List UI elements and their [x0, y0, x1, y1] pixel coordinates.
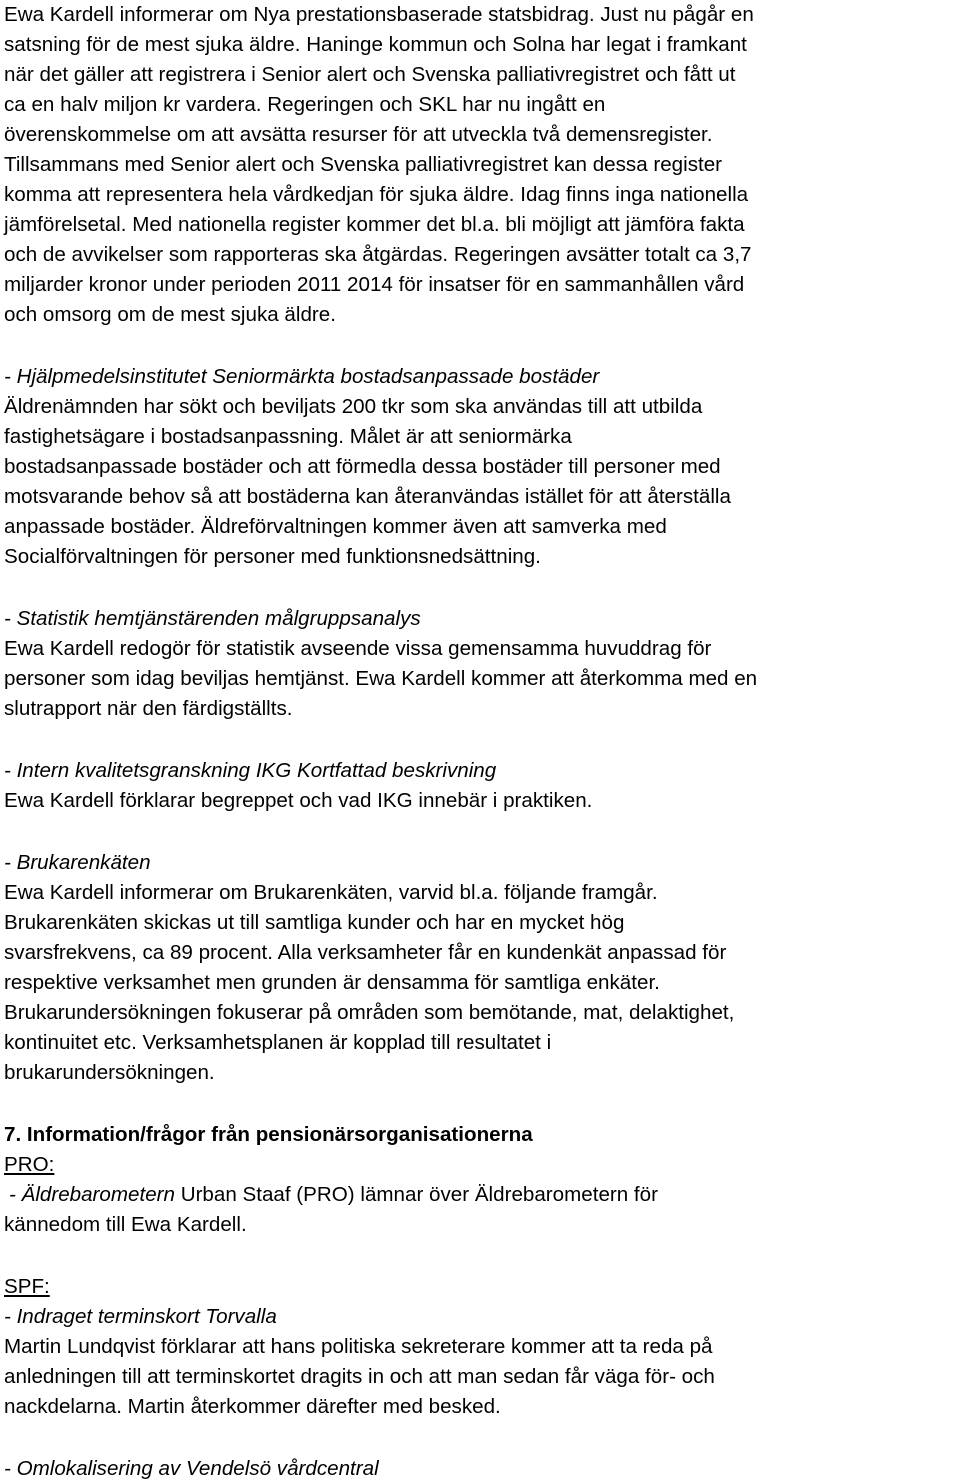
text-line: respektive verksamhet men grunden är densamma för samtliga enkäter.	[4, 971, 660, 994]
text-line: och omsorg om de mest sjuka äldre.	[4, 303, 336, 326]
spf-item-heading: - Indraget terminskort Torvalla	[4, 1305, 277, 1328]
text-line: Ewa Kardell redogör för statistik avseende vissa gemensamma huvuddrag för	[4, 637, 712, 660]
text-line: Ewa Kardell förklarar begreppet och vad IKG innebär i praktiken.	[4, 789, 593, 812]
paragraph-gap	[4, 1422, 960, 1454]
text-line: nackdelarna. Martin återkommer därefter med besked.	[4, 1395, 501, 1418]
paragraph-statsbidrag	[4, 0, 960, 330]
section-7	[4, 1120, 960, 1484]
paragraph-gap	[4, 1088, 960, 1120]
text-line: bostadsanpassade bostäder och att förmedla dessa bostäder till personer med	[4, 455, 721, 478]
text-line: motsvarande behov så att bostäderna kan återanvändas istället för att återställa	[4, 485, 731, 508]
text-line: Martin Lundqvist förklarar att hans politiska sekreterare kommer att ta reda på	[4, 1335, 713, 1358]
text-line: Ewa Kardell informerar om Brukarenkäten, varvid bl.a. följande framgår.	[4, 881, 658, 904]
text-line: brukarundersökningen.	[4, 1061, 215, 1084]
text-line: jämförelsetal. Med nationella register kommer det bl.a. bli möjligt att jämföra fakta	[4, 213, 745, 236]
paragraph-brukarenkaten	[4, 848, 960, 1088]
text-line: kännedom till Ewa Kardell.	[4, 1213, 247, 1236]
section-heading: - Intern kvalitetsgranskning IKG Kortfattad beskrivning	[4, 759, 497, 782]
pro-item-text: Urban Staaf (PRO) lämnar över Äldrebarometern för	[174, 1183, 658, 1206]
paragraph-gap	[4, 816, 960, 848]
text-line: anledningen till att terminskortet dragits in och att man sedan får väga för- och	[4, 1365, 715, 1388]
text-line: Äldrenämnden har sökt och beviljats 200 tkr som ska användas till att utbilda	[4, 395, 703, 418]
paragraph-gap	[4, 1240, 960, 1272]
text-line: fastighetsägare i bostadsanpassning. Målet är att seniormärka	[4, 425, 572, 448]
text-line: Tillsammans med Senior alert och Svenska palliativregistret kan dessa register	[4, 153, 723, 176]
paragraph-gap	[4, 572, 960, 604]
text-line: ca en halv miljon kr vardera. Regeringen och SKL har nu ingått en	[4, 93, 606, 116]
paragraph-ikg	[4, 756, 960, 816]
text-line: Socialförvaltningen för personer med funktionsnedsättning.	[4, 545, 541, 568]
text-line: och de avvikelser som rapporteras ska åtgärdas. Regeringen avsätter totalt ca 3,7	[4, 243, 752, 266]
text-line: kontinuitet etc. Verksamhetsplanen är kopplad till resultatet i	[4, 1031, 552, 1054]
text-line: miljarder kronor under perioden 2011 2014 för insatser för en sammanhållen vård	[4, 273, 745, 296]
section-heading: - Statistik hemtjänstärenden målgruppsanalys	[4, 607, 421, 630]
text-line: komma att representera hela vårdkedjan för sjuka äldre. Idag finns inga nationella	[4, 183, 749, 206]
section-title: 7. Information/frågor från pensionärsorganisationerna	[4, 1123, 533, 1146]
section-heading: - Omlokalisering av Vendelsö vårdcentral	[4, 1457, 379, 1480]
paragraph-gap	[4, 330, 960, 362]
text-line: satsning för de mest sjuka äldre. Haninge kommun och Solna har legat i framkant	[4, 33, 747, 56]
text-line: Brukarenkäten skickas ut till samtliga kunder och har en mycket hög	[4, 911, 625, 934]
pro-item-line	[4, 1180, 960, 1210]
text-line: svarsfrekvens, ca 89 procent. Alla verksamheter får en kundenkät anpassad för	[4, 941, 727, 964]
text-line: anpassade bostäder. Äldreförvaltningen kommer även att samverka med	[4, 515, 667, 538]
paragraph-gap	[4, 724, 960, 756]
text-line: Brukarundersökningen fokuserar på områden som bemötande, mat, delaktighet,	[4, 1001, 735, 1024]
org-label-spf: SPF:	[4, 1275, 50, 1298]
text-line: Ewa Kardell informerar om Nya prestationsbaserade statsbidrag. Just nu pågår en	[4, 3, 754, 26]
pro-item-heading: - Äldrebarometern	[9, 1183, 175, 1206]
text-line: slutrapport när den färdigställts.	[4, 697, 293, 720]
text-line: när det gäller att registrera i Senior alert och Svenska palliativregistret och fått ut	[4, 63, 736, 86]
text-line: personer som idag beviljas hemtjänst. Ewa Kardell kommer att återkomma med en	[4, 667, 758, 690]
paragraph-hjalpmedel	[4, 362, 960, 572]
paragraph-statistik	[4, 604, 960, 724]
org-label-pro: PRO:	[4, 1153, 55, 1176]
section-heading: - Hjälpmedelsinstitutet Seniormärkta bostadsanpassade bostäder	[4, 365, 600, 388]
text-line: överenskommelse om att avsätta resurser för att utveckla två demensregister.	[4, 123, 713, 146]
section-heading: - Brukarenkäten	[4, 851, 151, 874]
